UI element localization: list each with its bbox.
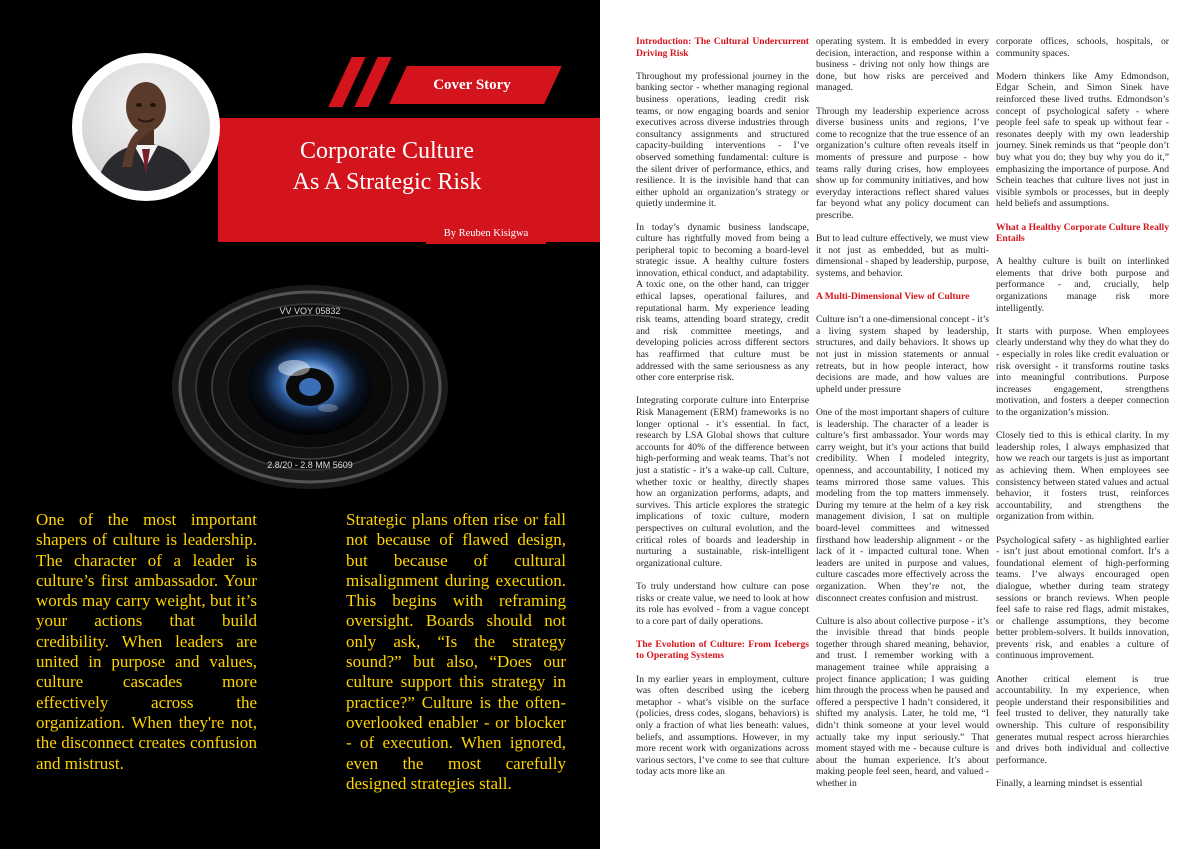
paragraph: Another critical element is true accountability. In my experience, when people understand their responsibilities and feel trusted to deliver, they naturally take ownership. This culture of responsibility generates mutual respect across hierarchies and drives both individual and collective performance. bbox=[996, 673, 1169, 766]
text-column-3 bbox=[996, 36, 1169, 801]
paragraph: Throughout my professional journey in the banking sector - whether managing regional business operations, leading credit risk teams, or now engaging boards and senior executives across diverse industries through consultancy assignments and structured capacity-building interventions - I’ve observed something fundamental: culture is the silent driver of performance, ethics, and resilience. It is the invisible hand that can either uphold an organization’s strategy or quietly undermine it. bbox=[636, 70, 809, 210]
paragraph: It starts with purpose. When employees clearly understand why they do what they do - especially in roles like credit evaluation or risk oversight - it transforms routine tasks into meaningful contributions. Purpose increases engagement, strengthens motivation, and fosters a deeper connection to the organization’s mission. bbox=[996, 325, 1169, 418]
paragraph: Culture isn’t a one-dimensional concept - it’s a living system shaped by leadership, structures, and daily behaviors. It shows up not just in mission statements or annual retreats, but in how people interact, how decisions are made, and how values are upheld under pressure bbox=[816, 314, 990, 395]
paragraph: In today’s dynamic business landscape, culture has rightfully moved from being a peripheral topic to becoming a board-level strategic issue. A healthy culture fosters innovation, ethical conduct, and adaptability. A toxic one, on the other hand, can trigger ethical lapses, operational failures, and reputational harm. My experience leading risk teams, attending board strategy, credit and risk committee meetings, and developing policies across different sectors has reaffirmed that culture must be addressed with the same seriousness as any other core enterprise risk. bbox=[636, 221, 809, 384]
paragraph: Integrating corporate culture into Enterprise Risk Management (ERM) frameworks is no longer optional - it’s essential. In fact, research by LSA Global shows that culture accounts for 40% of the difference between high-performing and weak teams. That’s not just a statistic - it’s a wake-up call. Culture, whether toxic or healthy, directly shapes how an organization performs, adapts, and survives. This article explores the strategic implications of toxic culture, modern perspectives on cultural evolution, and the critical roles of boards and leadership in nurturing a sustainable, risk-intelligent organizational culture. bbox=[636, 395, 809, 569]
section-heading: A Multi-Dimensional View of Culture bbox=[816, 291, 970, 303]
section-heading: What a Healthy Corporate Culture Really Entails bbox=[996, 221, 1169, 245]
section-heading: Introduction: The Cultural Undercurrent Driving Risk bbox=[636, 36, 809, 59]
paragraph: Culture is also about collective purpose - it’s the invisible thread that binds people together through shared meaning, behavior, and trust. I remember working with a management trainee while appraising a project finance application; I was guiding him through the process when he paused and offered a perspective I hadn’t considered, it shifted my analysis. Later, he told me, “I didn’t think someone at your level would actually take my input seriously.” That moment stayed with me - because culture is about the human experience. It’s about making people feel seen, heard, and valued - whether in bbox=[816, 615, 989, 789]
paragraph: corporate offices, schools, hospitals, or community spaces. bbox=[996, 36, 1169, 59]
author-photo bbox=[82, 63, 210, 191]
section-label: Cover Story bbox=[433, 77, 511, 93]
text-column-2 bbox=[816, 36, 989, 801]
title-line: As A Strategic Risk bbox=[292, 169, 482, 195]
pull-quote-right: Strategic plans often rise or fall not because of flawed design, but because of cultural misalignment during execution. This begins with reframing oversight. Boards should not only ask, “Is the strategy sound?” but also, “Does our culture support this strategy in practice?” Culture is the often-overlooked enabler - or blocker - of execution. When ignored, even the most carefully designed strategies stall. bbox=[346, 510, 566, 793]
paragraph: Finally, a learning mindset is essential bbox=[996, 778, 1143, 789]
paragraph: operating system. It is embedded in every decision, interaction, and response within a business - driving not only how things are done, but how risks are perceived and managed. bbox=[816, 36, 989, 94]
author-portrait bbox=[72, 53, 220, 201]
paragraph: In my earlier years in employment, culture was often described using the iceberg metaphor - what’s visible on the surface (policies, dress codes, slogans, behaviors) is only a fraction of what lies beneath: values, beliefs, and assumptions. However, in my more recent work with organizations across various sectors, I’ve come to see that culture today acts more like an bbox=[636, 673, 809, 778]
pull-quote-left: One of the most important shapers of culture is leadership. The character of a leader is culture’s first ambassador. Your words may carry weight, but it’s your actions that build credibility. When leaders are united in purpose and values, culture cascades more effectively across the organization. When they're not, the disconnect creates confusion and mistrust. bbox=[36, 510, 257, 773]
camera-lens-illustration bbox=[168, 282, 452, 492]
title-line: Corporate Culture bbox=[300, 138, 474, 164]
paragraph: But to lead culture effectively, we must view it not just as embedded, but as multi-dimensional - shaped by leadership, purpose, systems, and behavior. bbox=[816, 233, 989, 279]
byline: By Reuben Kisigwa bbox=[443, 228, 529, 239]
lens-engraving-bottom: 2.8/20 - 2.8 MM 5609 bbox=[267, 460, 353, 470]
paragraph: Modern thinkers like Amy Edmondson, Edgar Schein, and Simon Sinek have reinforced these lived truths. Edmondson’s concept of psychological safety - where people feel safe to speak up without fear - resonates deeply with my own leadership journey. Sinek reminds us that “people don’t buy what you do; they buy why you do it,” emphasizing the importance of purpose. And Schein teaches that culture lives not just in visible symbols or processes, but in deeply held beliefs and assumptions. bbox=[996, 70, 1169, 210]
paragraph: To truly understand how culture can pose risks or create value, we need to look at how its role has evolved - from a vague concept to a core part of daily operations. bbox=[636, 580, 809, 627]
lens-engraving-top: VV VOY 05832 bbox=[279, 306, 341, 316]
paragraph: Psychological safety - as highlighted earlier - isn’t just about emotional comfort. It’s a foundational element of high-performing teams. I’ve always encouraged open dialogue, whether during team strategy sessions or branch reviews. When people feel safe to raise red flags, admit mistakes, or challenge assumptions, they become better problem-solvers. It builds innovation, prevents risk, and enables a culture of continuous improvement. bbox=[996, 534, 1169, 662]
camera-lens-image bbox=[168, 282, 452, 492]
paragraph: Through my leadership experience across diverse business units and regions, I’ve come to recognize that the true essence of an organization’s culture often reveals itself in moments of pressure and purpose - how teams rally during crises, how employees show up for community initiatives, and how everyday interactions reflect shared values far beyond what any policy document can prescribe. bbox=[816, 105, 989, 221]
section-heading: The Evolution of Culture: From Icebergs to Operating Systems bbox=[636, 638, 809, 662]
text-column-1 bbox=[636, 36, 809, 790]
paragraph: Closely tied to this is ethical clarity. In my leadership roles, I always emphasized that how we reach our targets is just as important as achieving them. When employees see consistency between stated values and actual behavior, it fosters trust, reinforces accountability, and strengthens the organization from within. bbox=[996, 430, 1169, 523]
paragraph: A healthy culture is built on interlinked elements that drive both purpose and performance - and, crucially, help organizations manage risk more intelligently. bbox=[996, 256, 1169, 314]
right-page bbox=[600, 0, 1200, 849]
article-title bbox=[262, 136, 512, 198]
person-illustration bbox=[82, 63, 210, 191]
paragraph: One of the most important shapers of culture is leadership. The character of a leader is culture’s first ambassador. Your words may carry weight, but it’s your actions that build credibility. When I modeled integrity, openness, and accountability, I noticed my teams mirrored those same values. This modeling from the top matters immensely. During my tenure at the helm of a key risk management division, I sat on multiple board-level committees and witnessed firsthand how leadership alignment - or the lack of it - impacted cultural tone. When leaders are united in purpose and values, culture cascades more effectively across the organization. When they’re not, the disconnect creates confusion and mistrust. bbox=[816, 407, 989, 604]
